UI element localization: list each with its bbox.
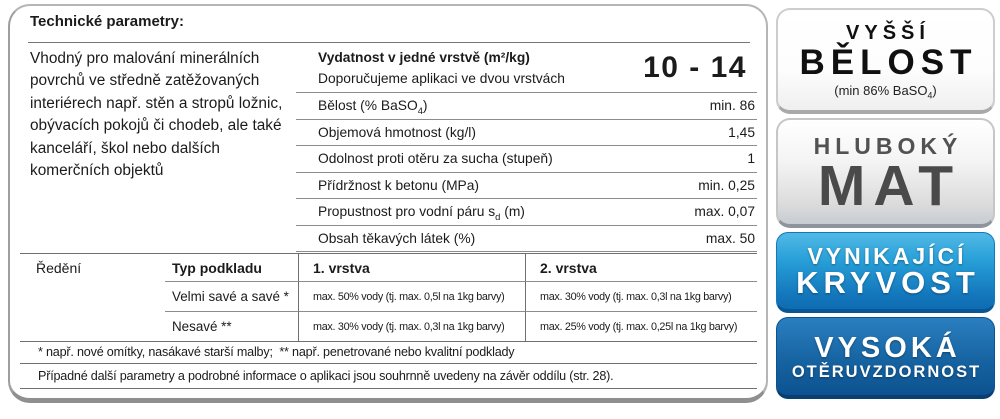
dilution-value-coat1: max. 50% vody (tj. max. 0,5l na 1kg barvy)	[298, 282, 525, 312]
parameter-value: max. 0,07	[694, 204, 755, 220]
badge-deep-matt	[776, 118, 995, 228]
product-description: Vhodný pro malování minerálních povrchů ve středně zatěžovaných interiérech např. stěn a stropů ložnic, obývacích pokojů či chodeb, ale také kanceláří, škol nebo dalších komerčních objektů	[30, 50, 283, 180]
parameter-value: min. 86	[709, 98, 755, 114]
empty-cell	[20, 282, 165, 312]
parameter-label: Bělost (% BaSO$_4$)	[318, 98, 428, 116]
parameter-value: max. 50	[705, 230, 755, 246]
footnote-substrates: * např. nové omítky, nasákavé starší malby; ** např. penetrované nebo kvalitní podklady	[20, 341, 757, 364]
dilution-value-coat1: max. 30% vody (tj. max. 0,3l na 1kg barvy)	[298, 312, 525, 341]
dilution-row-label: Ředění	[36, 260, 82, 276]
parameter-row	[296, 226, 757, 253]
badge-line: KRYVOST	[796, 265, 980, 300]
empty-cell	[20, 312, 165, 341]
dilution-value-coat2: max. 30% vody (tj. max. 0,3l na 1kg barvy)	[525, 282, 757, 312]
badge-high-abrasion-resistance	[776, 317, 995, 399]
substrate-type: Velmi savé a savé *	[165, 282, 298, 312]
dilution-section	[20, 253, 757, 342]
badge-line: VYSOKÁ	[814, 331, 961, 364]
parameter-label: Odolnost proti otěru za sucha (stupeň)	[318, 151, 553, 167]
parameter-row	[296, 199, 757, 226]
badge-line: VYNIKAJÍCÍ	[807, 243, 967, 269]
dilution-value-coat2: max. 25% vody (tj. max. 0,25l na 1kg barvy)	[525, 312, 757, 341]
badge-line: HLUBOKÝ	[813, 132, 963, 159]
parameter-value: 10 - 14	[643, 50, 747, 84]
badge-higher-whiteness	[776, 8, 995, 114]
parameter-label: Přídržnost k betonu (MPa)	[318, 177, 480, 193]
column-header-coat1: 1. vrstva	[298, 254, 525, 282]
parameter-row	[296, 173, 757, 200]
parameter-value: 1	[747, 151, 755, 167]
parameter-label: Obsah těkavých látek (%)	[318, 230, 476, 246]
parameter-row	[296, 93, 757, 120]
badge-line: BĚLOST	[799, 43, 978, 82]
footnote-more-info: Případné další parametry a podrobné informace o aplikaci jsou souhrnně uvedeny na závěr oddílu (str. 28).	[20, 364, 757, 389]
technical-parameters-card	[8, 4, 768, 403]
badge-excellent-coverage	[776, 232, 995, 313]
parameter-value: 1,45	[728, 124, 755, 140]
parameter-row	[296, 146, 757, 173]
column-header-substrate: Typ podkladu	[165, 254, 298, 282]
parameter-row	[296, 120, 757, 147]
parameter-row	[296, 43, 757, 93]
parameter-label: Vydatnost v jedné vrstvě (m²/kg) Doporučujeme aplikaci ve dvou vrstvách	[318, 49, 565, 86]
feature-badges	[776, 8, 995, 399]
badge-line: VYŠŠÍ	[846, 22, 930, 44]
parameter-label: Propustnost pro vodní páru $s_d$ (m)	[318, 204, 525, 222]
badge-note: (min 86% BaSO$_4$)	[834, 83, 937, 101]
section-title: Technické parametry:	[30, 13, 184, 30]
parameter-label: Objemová hmotnost (kg/l)	[318, 124, 476, 140]
parameter-value: min. 0,25	[698, 177, 755, 193]
substrate-type: Nesavé **	[172, 319, 232, 334]
parameters-table	[296, 43, 757, 252]
dilution-table	[20, 254, 757, 341]
badge-line: OTĚRUVZDORNOST	[791, 362, 982, 381]
column-header-coat2: 2. vrstva	[525, 254, 757, 282]
badge-line: MAT	[817, 153, 962, 218]
